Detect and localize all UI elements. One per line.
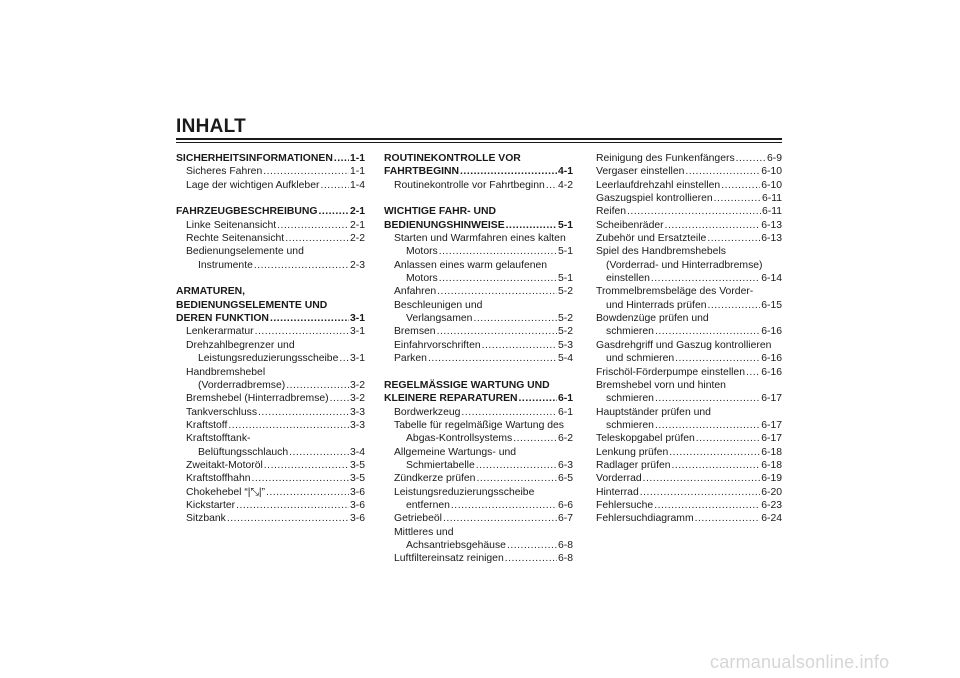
toc-entry-text: Handbremshebel [186, 366, 266, 378]
toc-section[interactable]: FAHRZEUGBESCHREIBUNG ..... 2-1 [176, 205, 365, 218]
toc-section-text: ROUTINEKONTROLLE VOR [384, 153, 521, 164]
toc-entry[interactable]: schmieren ..... 6-17 [596, 392, 782, 405]
toc-entry[interactable]: Motors ..... 5-1 [384, 245, 573, 258]
toc-entry-text: Bremshebel vorn und hinten [596, 379, 726, 391]
toc-entry[interactable]: Lenkerarmatur ..... 3-1 [176, 325, 365, 338]
toc-entry[interactable]: Gaszugspiel kontrollieren ..... 6-11 [596, 192, 782, 205]
toc-entry[interactable]: Leistungsreduzierungsscheibe ..... 3-1 [176, 352, 365, 365]
toc-entry[interactable]: Zweitakt-Motoröl ..... 3-5 [176, 459, 365, 472]
toc-entry[interactable]: Bremshebel (Hinterradbremse) ..... 3-2 [176, 392, 365, 405]
toc-entry[interactable]: Verlangsamen ..... 5-2 [384, 312, 573, 325]
toc-entry-text: Mittleres und [394, 526, 454, 538]
toc-entry-text: Allgemeine Wartungs- und [394, 446, 517, 458]
toc-entry[interactable]: Fehlersuchdiagramm ..... 6-24 [596, 512, 782, 525]
toc-entry[interactable]: schmieren ..... 6-16 [596, 325, 782, 338]
toc-section[interactable]: DEREN FUNKTION ..... 3-1 [176, 312, 365, 325]
toc-section[interactable]: KLEINERE REPARATUREN ..... 6-1 [384, 392, 573, 405]
toc-entry-text: Bowdenzüge prüfen und [596, 313, 709, 325]
toc-entry[interactable]: Leerlaufdrehzahl einstellen ..... 6-10 [596, 179, 782, 192]
toc-entry[interactable]: Getriebeöl ..... 6-7 [384, 512, 573, 525]
toc-entry[interactable]: Fehlersuche ..... 6-23 [596, 499, 782, 512]
toc-entry[interactable]: Zündkerze prüfen ..... 6-5 [384, 472, 573, 485]
toc-entry[interactable]: Abgas-Kontrollsystems ..... 6-2 [384, 432, 573, 445]
toc-entry[interactable]: Bordwerkzeug ..... 6-1 [384, 406, 573, 419]
toc-entry-text: Gasdrehgriff und Gaszug kontrollieren [596, 339, 772, 351]
toc-entry[interactable]: Chokehebel “|⤡|” ..... 3-6 [176, 486, 365, 499]
toc-entry[interactable]: Tankverschluss ..... 3-3 [176, 406, 365, 419]
toc-entry[interactable]: Motors ..... 5-1 [384, 272, 573, 285]
toc-entry[interactable]: Linke Seitenansicht ..... 2-1 [176, 219, 365, 232]
toc-entry-text: Kraftstofftank- [186, 433, 251, 445]
toc-entry[interactable]: Reinigung des Funkenfängers ..... 6-9 [596, 152, 782, 165]
toc-section-text: BEDIENUNGSELEMENTE UND [176, 299, 328, 311]
toc-entry-text: Drehzahlbegrenzer und [186, 339, 295, 351]
toc-entry[interactable]: Kraftstoff ..... 3-3 [176, 419, 365, 432]
toc-entry[interactable]: und schmieren ..... 6-16 [596, 352, 782, 365]
toc-entry-text: Spiel des Handbremshebels [596, 246, 726, 258]
toc-entry[interactable]: Instrumente ..... 2-3 [176, 259, 365, 272]
toc-entry[interactable]: Belüftungsschlauch ..... 3-4 [176, 446, 365, 459]
toc-entry[interactable]: Einfahrvorschriften ..... 5-3 [384, 339, 573, 352]
toc-entry[interactable]: Anfahren ..... 5-2 [384, 285, 573, 298]
toc-entry-text: (Vorderrad- und Hinterradbremse) [606, 259, 763, 271]
toc-section-text: WICHTIGE FAHR- UND [384, 206, 496, 218]
toc-entry[interactable]: Kraftstoffhahn ..... 3-5 [176, 472, 365, 485]
toc-entry-text: Trommelbremsbeläge des Vorder- [596, 286, 754, 298]
toc-entry[interactable]: Rechte Seitenansicht ..... 2-2 [176, 232, 365, 245]
toc-entry[interactable]: Parken ..... 5-4 [384, 352, 573, 365]
toc-section[interactable]: BEDIENUNGSHINWEISE ..... 5-1 [384, 219, 573, 232]
toc-entry-text: Leistungsreduzierungsscheibe [394, 486, 535, 498]
toc-entry[interactable]: einstellen ..... 6-14 [596, 272, 782, 285]
toc-entry[interactable]: Frischöl-Förderpumpe einstellen ..... 6-16 [596, 366, 782, 379]
toc-entry-text: Bedienungselemente und [186, 246, 304, 258]
toc-entry-text: Starten und Warmfahren eines kalten [394, 233, 566, 245]
toc-entry[interactable]: Routinekontrolle vor Fahrtbeginn ..... 4-2 [384, 179, 573, 192]
toc-entry[interactable]: Sicheres Fahren ..... 1-1 [176, 165, 365, 178]
toc-section[interactable]: FAHRTBEGINN ..... 4-1 [384, 165, 573, 178]
toc-entry[interactable]: Radlager prüfen ..... 6-18 [596, 459, 782, 472]
page-title: INHALT [176, 116, 247, 137]
toc-entry[interactable]: Reifen ..... 6-11 [596, 205, 782, 218]
toc-entry[interactable]: Teleskopgabel prüfen ..... 6-17 [596, 432, 782, 445]
toc-entry-text: Anlassen eines warm gelaufenen [394, 259, 548, 271]
title-rule-thin [176, 142, 782, 143]
toc-entry[interactable]: (Vorderradbremse) ..... 3-2 [176, 379, 365, 392]
toc-entry[interactable]: Kickstarter ..... 3-6 [176, 499, 365, 512]
watermark: carmanualsonline.info [710, 652, 890, 672]
toc-column-1 [176, 152, 365, 526]
toc-entry[interactable]: Achsantriebsgehäuse ..... 6-8 [384, 539, 573, 552]
toc-entry[interactable]: Luftfiltereinsatz reinigen ..... 6-8 [384, 552, 573, 565]
toc-entry-text: Beschleunigen und [394, 299, 483, 311]
toc-entry[interactable]: Hinterrad ..... 6-20 [596, 486, 782, 499]
toc-entry[interactable]: Sitzbank ..... 3-6 [176, 512, 365, 525]
toc-entry-text: Hauptständer prüfen und [596, 406, 711, 418]
toc-entry[interactable]: Bremsen ..... 5-2 [384, 325, 573, 338]
toc-entry[interactable]: schmieren ..... 6-17 [596, 419, 782, 432]
toc-entry[interactable]: Scheibenräder ..... 6-13 [596, 219, 782, 232]
title-rule [176, 138, 782, 140]
toc-entry[interactable]: entfernen ..... 6-6 [384, 499, 573, 512]
toc-section-text: ARMATUREN, [176, 286, 246, 298]
toc-entry[interactable]: Lenkung prüfen ..... 6-18 [596, 446, 782, 459]
toc-column-3 [596, 152, 782, 526]
toc-entry[interactable]: Vorderrad ..... 6-19 [596, 472, 782, 485]
toc-entry[interactable]: Lage der wichtigen Aufkleber ..... 1-4 [176, 179, 365, 192]
toc-section-text: REGELMÄSSIGE WARTUNG UND [384, 379, 550, 391]
toc-section[interactable]: SICHERHEITSINFORMATIONEN ..... 1-1 [176, 152, 365, 165]
toc-entry[interactable]: Vergaser einstellen ..... 6-10 [596, 165, 782, 178]
toc-entry[interactable]: Zubehör und Ersatzteile ..... 6-13 [596, 232, 782, 245]
toc-entry[interactable]: und Hinterrads prüfen ..... 6-15 [596, 299, 782, 312]
toc-entry-text: Tabelle für regelmäßige Wartung des [394, 419, 564, 431]
toc-entry[interactable]: Schmiertabelle ..... 6-3 [384, 459, 573, 472]
toc-column-2 [384, 152, 573, 566]
